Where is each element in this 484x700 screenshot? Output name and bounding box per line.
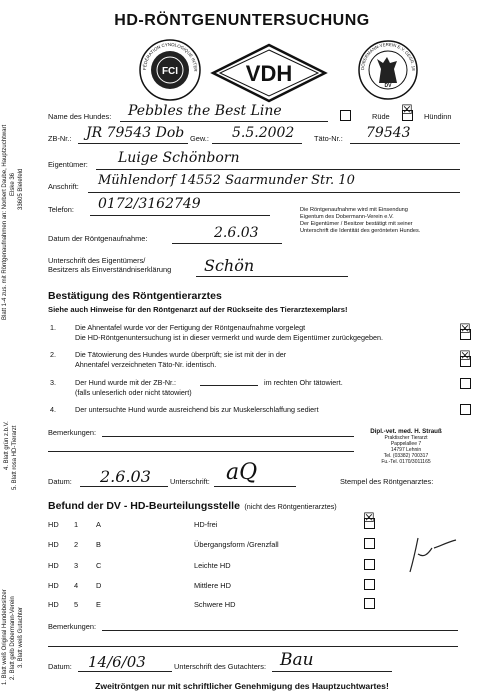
hd-section-header — [48, 496, 337, 514]
margin-copy-5: 5. Blatt rosa HD-Tierarzt — [12, 425, 18, 490]
owner-label: Eigentümer: — [48, 160, 88, 169]
note-line-1: Die Röntgenaufnahme wird mit Einsendung — [300, 207, 408, 213]
hd-date-value[interactable]: 14/6/03 — [88, 653, 146, 671]
dog-name-label: Name des Hundes: — [48, 112, 112, 121]
hd-row-5-checkbox[interactable] — [364, 598, 375, 609]
margin-copy-1: 1. Blatt weiß Original Hundebesitzer — [2, 589, 8, 685]
note-line-2: Eigentum des Dobermann-Verein e.V. — [300, 214, 394, 220]
dv-logo-text: DV — [384, 83, 392, 89]
vdh-logo-text: VDH — [245, 61, 293, 86]
hd-date-label: Datum: — [48, 662, 72, 671]
address-value[interactable]: Mühlendorf 14552 Saarmunder Str. 10 — [98, 173, 355, 188]
hd-row-2-checkbox[interactable] — [364, 538, 375, 549]
hd-row-3-checkbox[interactable] — [364, 559, 375, 570]
female-check-mark: ☒ — [401, 103, 413, 118]
signature-label-1: Unterschrift des Eigentümers/ — [48, 256, 146, 265]
male-label: Rüde — [372, 112, 390, 121]
dv-logo-ring-text: DOBERMANN-VEREIN E.V. GEGR. 18 — [359, 41, 417, 71]
xray-date-value[interactable]: 2.6.03 — [214, 225, 259, 241]
birth-value[interactable]: 5.5.2002 — [232, 125, 295, 141]
hd-row-4-checkbox[interactable] — [364, 579, 375, 590]
female-label: Hündinn — [424, 112, 452, 121]
fci-logo-text: FCI — [161, 66, 179, 77]
vet-item-2-checkbox[interactable]: ☒ — [460, 356, 471, 367]
dobermann-verein-logo — [357, 39, 419, 101]
margin-copy-3: 3. Blatt weiß Gutachter — [18, 606, 24, 668]
hd-signature-label: Unterschrift des Gutachters: — [174, 662, 267, 671]
vet-date-label: Datum: — [48, 477, 72, 486]
birth-label: Gew.: — [190, 134, 209, 143]
vet-remarks-label: Bemerkungen: — [48, 428, 97, 437]
female-checkbox[interactable] — [401, 103, 413, 121]
tattoo-value[interactable]: 79543 — [366, 125, 411, 141]
vet-section-heading: Bestätigung des Röntgentierarztes — [48, 290, 222, 302]
phone-label: Telefon: — [48, 205, 74, 214]
hd-row-1-checkbox[interactable]: ☒ — [364, 518, 375, 529]
owner-value[interactable]: Luige Schönborn — [118, 150, 240, 166]
fci-logo-ring-text: FÉDÉRATION CYNOLOGIQUE INTER — [141, 41, 199, 72]
margin-copy-2: 2. Blatt gelb Dobermann-Verein — [10, 596, 16, 680]
gutachter-initials-scribble — [400, 528, 460, 578]
vet-stamp: Dipl.-vet. med. H. Strauß Praktischer Tierarzt Pappelallee 7 14797 Lehnin Tel. (03382) 700317 Fu.-Tel. 0170/3011165 — [370, 428, 442, 465]
vet-item-3-checkbox[interactable] — [460, 378, 471, 389]
vet-date-value[interactable]: 2.6.03 — [100, 467, 151, 486]
vdh-logo — [210, 42, 328, 104]
margin-distribution-2: Elske 36 — [10, 172, 16, 196]
zb-label: ZB-Nr.: — [48, 134, 72, 143]
hd-remarks-label: Bemerkungen: — [48, 622, 97, 631]
vet-signature[interactable]: aQ — [226, 460, 258, 485]
hd-section-note: (nicht des Röntgentierarztes) — [244, 502, 337, 511]
phone-value[interactable]: 0172/3162749 — [98, 196, 201, 212]
form-footer: Zweitröntgen nur mit schriftlicher Genehmigung des Hauptzuchtwartes! — [95, 681, 389, 691]
vet-item-4-checkbox[interactable] — [460, 404, 471, 415]
xray-date-label: Datum der Röntgenaufnahme: — [48, 234, 148, 243]
dog-name-value[interactable]: Pebbles the Best Line — [128, 103, 282, 119]
hd-section-heading: Befund der DV - HD-Beurteilungsstelle — [48, 500, 240, 512]
vet-stamp-label: Stempel des Röntgenarztes: — [340, 477, 434, 486]
fci-logo — [138, 38, 202, 102]
note-line-3: Der Eigentümer / Besitzer bestätigt mit seiner — [300, 221, 413, 227]
form-title: HD-RÖNTGENUNTERSUCHUNG — [114, 12, 370, 29]
vet-section-subheading: Siehe auch Hinweise für den Röntgenarzt auf der Rückseite des Tierarztexemplars! — [48, 305, 348, 314]
margin-distribution-1: Blatt 1-4 zus. mit Röntgenaufnahmen an: Norbert Daube, Hauptzuchtwart — [2, 124, 8, 320]
zb-value[interactable]: JR 79543 Dob — [86, 125, 185, 141]
margin-copy-4: 4. Blatt grün z.b.V. — [4, 421, 10, 470]
tattoo-label: Täto-Nr.: — [314, 134, 343, 143]
address-label: Anschrift: — [48, 182, 79, 191]
vet-item-1-checkbox[interactable]: ☒ — [460, 329, 471, 340]
owner-signature[interactable]: Schön — [204, 256, 255, 275]
signature-label-2: Besitzers als Einverständniserklärung — [48, 265, 172, 274]
note-line-4: Unterschrift die Identität des gerönteten Hundes. — [300, 228, 421, 234]
male-checkbox[interactable] — [340, 110, 351, 121]
vet-signature-label: Unterschrift: — [170, 477, 210, 486]
margin-distribution-3: 33605 Bielefeld — [18, 168, 24, 210]
hd-signature[interactable]: Bau — [280, 650, 314, 670]
